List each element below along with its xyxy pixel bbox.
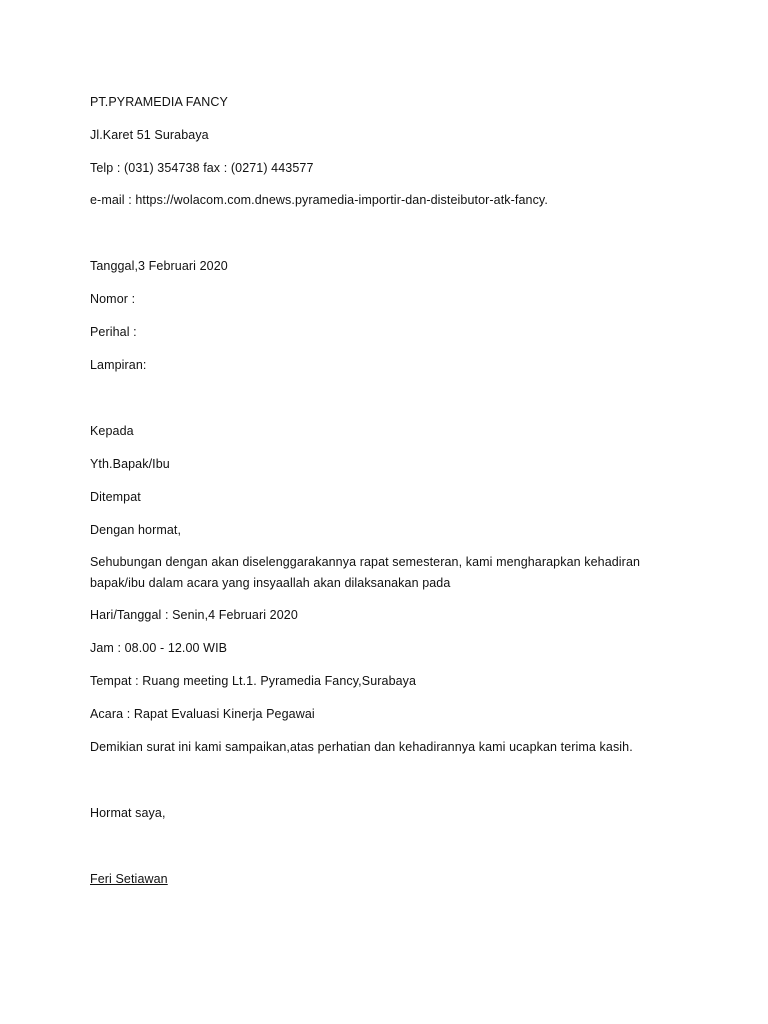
company-phone: Telp : (031) 354738 fax : (0271) 443577 bbox=[90, 161, 314, 175]
letter-subject: Perihal : bbox=[90, 325, 137, 339]
letter-number: Nomor : bbox=[90, 292, 136, 306]
company-name: PT.PYRAMEDIA FANCY bbox=[90, 95, 228, 109]
event-day-date: Hari/Tanggal : Senin,4 Februari 2020 bbox=[90, 608, 298, 622]
event-time: Jam : 08.00 - 12.00 WIB bbox=[90, 641, 228, 655]
recipient-name: Yth.Bapak/Ibu bbox=[90, 457, 170, 471]
letter-date: Tanggal,3 Februari 2020 bbox=[90, 259, 228, 273]
intro-line-1: Sehubungan dengan akan diselenggarakannya rapat semesteran, kami mengharapkan kehadiran bbox=[90, 555, 641, 569]
letter-attachment: Lampiran: bbox=[90, 358, 147, 372]
closing-paragraph: Demikian surat ini kami sampaikan,atas perhatian dan kehadirannya kami ucapkan terima kasih. bbox=[90, 740, 633, 754]
company-email: e-mail : https://wolacom.com.dnews.pyramedia-importir-dan-disteibutor-atk-fancy. bbox=[90, 193, 548, 207]
recipient-to: Kepada bbox=[90, 424, 134, 438]
regards: Hormat saya, bbox=[90, 806, 166, 820]
event-venue: Tempat : Ruang meeting Lt.1. Pyramedia Fancy,Surabaya bbox=[90, 674, 417, 688]
greeting: Dengan hormat, bbox=[90, 523, 182, 537]
recipient-place: Ditempat bbox=[90, 490, 141, 504]
signatory-name: Feri Setiawan bbox=[90, 872, 168, 886]
intro-line-2: bapak/ibu dalam acara yang insyaallah akan dilaksanakan pada bbox=[90, 576, 451, 590]
event-agenda: Acara : Rapat Evaluasi Kinerja Pegawai bbox=[90, 707, 315, 721]
company-address: Jl.Karet 51 Surabaya bbox=[90, 128, 209, 142]
